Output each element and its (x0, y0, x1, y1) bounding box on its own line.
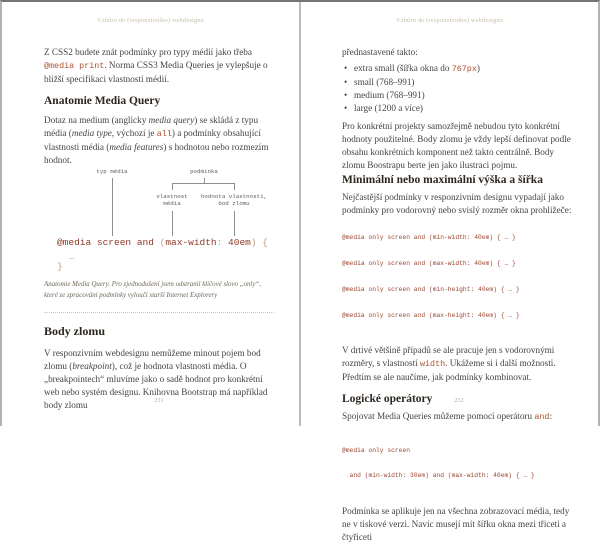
code-line: @media only screen (342, 446, 411, 454)
media-query-anatomy-diagram (44, 168, 278, 274)
text-run: , výchozí je (111, 128, 157, 138)
running-header: Vzhůru do (responzivního) webdesignu (96, 17, 205, 24)
figure-caption: Anatomie Media Query. Pro zjednodušení jsem odstranil klíčové slovo „only“, které ze zpracování podmínky vyloučí starší Internet Explorery (44, 281, 261, 299)
text-run: ) s hodnotou nebo rozmezím hodnot. (44, 142, 269, 165)
text-run: Dotaz na medium (anglicky (44, 115, 149, 125)
diagram-line (112, 178, 113, 236)
diagram-line (172, 183, 235, 184)
code-line: @media only screen and (max-height: 40em) { … } (342, 311, 520, 319)
inline-code-and: and (534, 412, 550, 423)
text-run: ) se skládá z typu média ( (44, 115, 259, 138)
code-block-minmax (342, 217, 576, 337)
paragraph-css2-intro (44, 46, 274, 86)
diagram-label-podminka: podmínka (190, 168, 218, 175)
running-header: Vzhůru do (responzivního) webdesignu (395, 17, 504, 24)
code-token: @media screen and (57, 237, 160, 248)
heading-min-max: Minimální nebo maximální výška a šířka (342, 174, 543, 186)
diagram-label-typ-media: typ média (96, 168, 128, 175)
italic-run: media query (148, 115, 195, 125)
diagram-code-ellipsis: … (69, 251, 75, 262)
paragraph-condition-applies: Podmínka se aplikuje jen na všechna zobrazovací média, tedy ne v tiskové verzi. Navíc musejí mít šířku okna mezi třiceti a čtyřiceti (342, 506, 570, 543)
page-right (301, 2, 598, 543)
paragraph-width-note (342, 344, 576, 384)
text-run: extra small (šířka okna do (354, 63, 452, 73)
breakpoint-list (342, 62, 576, 115)
diagram-code-closing-brace: } (57, 261, 63, 272)
code-token: 40em (228, 237, 251, 248)
diagram-line (172, 211, 173, 236)
text-run: hodnota vlastnosti, (200, 193, 268, 200)
code-token: ) { (250, 237, 268, 248)
paragraph-bootstrap-note: Pro konkrétní projekty samozřejmě nebudou tyto konkrétní hodnoty použitelné. Body zlomu je vždy lepší definovat podle obsahu konkrétních komponent než takto centrálně. Body zlomu Boostrapu berte jen jako ilustraci pojmu. (342, 121, 571, 170)
list-item: • medium (768–991) (342, 89, 576, 102)
diagram-label-hodnota-vlastnosti (201, 194, 267, 208)
diagram-label-vlastnost-media (156, 194, 187, 208)
paragraph-operators-intro (342, 410, 576, 424)
paragraph-media-query-definition (44, 114, 274, 167)
inline-code-767px: 767px (451, 64, 477, 74)
list-item: • small (768–991) (342, 76, 576, 89)
dotted-separator (44, 312, 274, 313)
inline-code-width: width (420, 359, 446, 370)
left-text-column (44, 2, 274, 412)
italic-run: media features (109, 142, 164, 152)
text-run: ) (476, 63, 480, 73)
code-token: ( (159, 237, 166, 248)
italic-run: breakpoint (72, 361, 112, 371)
page-number-left: 231 (154, 397, 164, 404)
text-run: ) a podmínky obsahující vlastnosti média ( (44, 128, 261, 152)
text-run: : (549, 411, 553, 422)
text-run: vlastnost (156, 193, 188, 200)
right-text-column (342, 2, 576, 544)
paragraph-minmax-intro: Nejčastější podmínky v responzivním designu vypadají jako podmínky pro vodorovný nebo svislý rozměr okna prohlížeče: (342, 192, 572, 215)
code-line: and (min-width: 30em) and (max-width: 40em) { … } (342, 472, 535, 480)
code-line: @media only screen and (min-width: 40em) { … } (342, 234, 516, 242)
diagram-line (234, 183, 235, 190)
code-token: : (216, 237, 229, 248)
heading-body-zlomu: Body zlomu (44, 324, 106, 338)
inline-code-media-print: @media print (44, 61, 105, 71)
diagram-line (234, 211, 235, 236)
code-line: @media only screen and (max-width: 40em) { … } (342, 259, 516, 267)
text-run: . Norma CSS3 Media Queries je vylepšuje o bližší specifikaci vlastností médií. (44, 60, 268, 84)
text-run: bod zlomu (218, 199, 250, 207)
text-run: ), což je hodnota vlastnosti média. O „breakpointech“ mluvíme jako o sadě hodnot pro konkrétní web nebo systém designu. Knihovna Bootstrap má například body zlomu (44, 361, 268, 410)
text-run: V responzivním webdesignu nemůžeme minout pojem bod zlomu ( (44, 348, 261, 371)
text-run: . Ukážeme si i další možnosti. Předtím se ale naučíme, jak podmínky kombinovat. (342, 358, 556, 383)
diagram-code-media-query (57, 238, 268, 248)
heading-logicke-operatory: Logické operátory (342, 393, 433, 406)
code-block-and-operator (342, 429, 576, 498)
text-run: Z CSS2 budete znát podmínky pro typy médií jako třeba (44, 47, 252, 57)
inline-code-all: all (156, 129, 172, 139)
page-left (2, 2, 299, 426)
code-token: max-width (165, 237, 217, 248)
italic-run: media type (71, 128, 112, 138)
list-item (342, 62, 576, 76)
code-line: @media only screen and (min-height: 40em) { … } (342, 285, 520, 293)
text-run: Spojovat Media Queries můžeme pomocí operátoru (342, 411, 535, 422)
list-item: • large (1200 a více) (342, 102, 576, 115)
page-number-right: 232 (454, 397, 464, 404)
text-run: média (163, 199, 181, 207)
text-run: V drtivé většině případů se ale pracuje jen s vodorovnými rozměry, s vlastností (342, 345, 555, 369)
heading-anatomie-media-query: Anatomie Media Query (44, 95, 161, 107)
paragraph-preset-intro: přednastavené takto: (342, 47, 418, 57)
diagram-line (172, 183, 173, 190)
